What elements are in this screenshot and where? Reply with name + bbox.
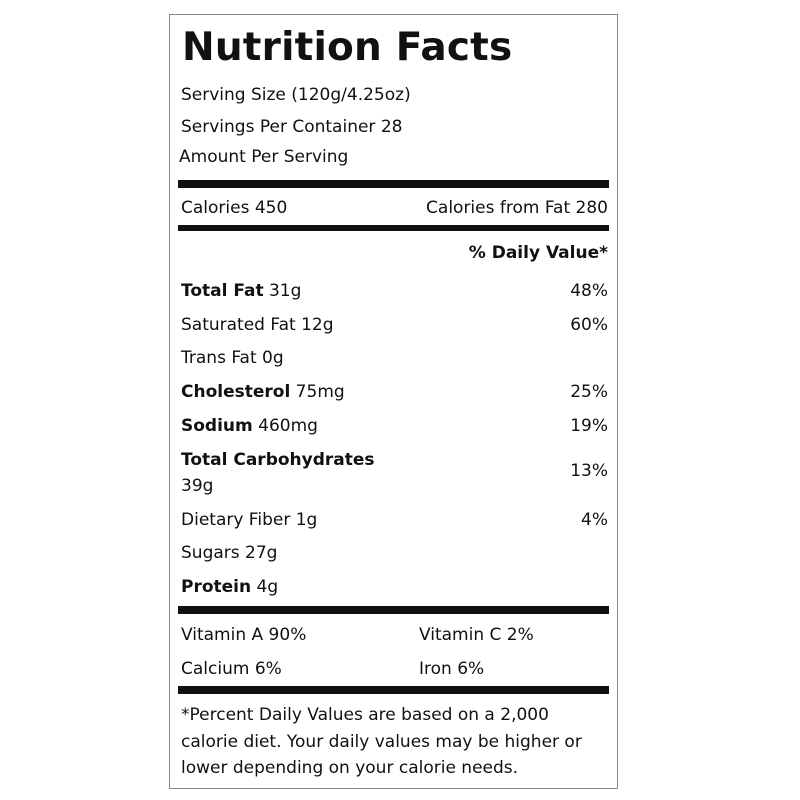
footnote: *Percent Daily Values are based on a 2,000 calorie diet. Your daily values may be higher or lower depending on your calorie needs. — [181, 705, 582, 778]
amount-per-serving: Amount Per Serving — [179, 147, 349, 167]
nutrient-amount: Dietary Fiber 1g — [181, 510, 318, 530]
nutrition-facts-label — [169, 14, 618, 789]
nutrient-amount: 4g — [251, 577, 279, 597]
nutrient-pct: 4% — [581, 510, 608, 530]
nutrient-amount: Sugars 27g — [181, 543, 278, 563]
nutrient-pct: 60% — [570, 315, 608, 335]
vitamin-a: Vitamin A 90% — [181, 625, 307, 645]
serving-size: Serving Size (120g/4.25oz) — [181, 85, 411, 105]
daily-value-header: % Daily Value* — [468, 243, 608, 263]
nutrient-amount: 39g — [181, 476, 214, 496]
nutrient-pct: 25% — [570, 382, 608, 402]
nutrient-name: Total Carbohydrates — [181, 450, 375, 470]
iron: Iron 6% — [419, 659, 485, 679]
nutrient-amount: 31g — [263, 281, 302, 301]
nutrient-amount: Trans Fat 0g — [181, 348, 284, 368]
servings-per-container: Servings Per Container 28 — [181, 117, 403, 137]
nutrient-pct: 48% — [570, 281, 608, 301]
vitamin-c: Vitamin C 2% — [419, 625, 534, 645]
nutrient-name: Total Fat — [181, 281, 264, 301]
nutrient-name: Cholesterol — [181, 382, 291, 402]
calories-from-fat: Calories from Fat 280 — [426, 198, 608, 218]
calcium: Calcium 6% — [181, 659, 282, 679]
thick-divider — [178, 180, 609, 188]
thick-divider — [178, 686, 609, 694]
thick-divider — [178, 606, 609, 614]
calories-value: Calories 450 — [181, 198, 288, 218]
nutrient-name: Sodium — [181, 416, 253, 436]
nutrient-amount: 460mg — [252, 416, 318, 436]
label-title: Nutrition Facts — [182, 25, 513, 70]
medium-divider — [178, 225, 609, 231]
nutrient-amount: Saturated Fat 12g — [181, 315, 334, 335]
nutrient-pct: 13% — [570, 461, 608, 481]
nutrient-amount: 75mg — [290, 382, 345, 402]
nutrient-pct: 19% — [570, 416, 608, 436]
nutrient-name: Protein — [181, 577, 252, 597]
